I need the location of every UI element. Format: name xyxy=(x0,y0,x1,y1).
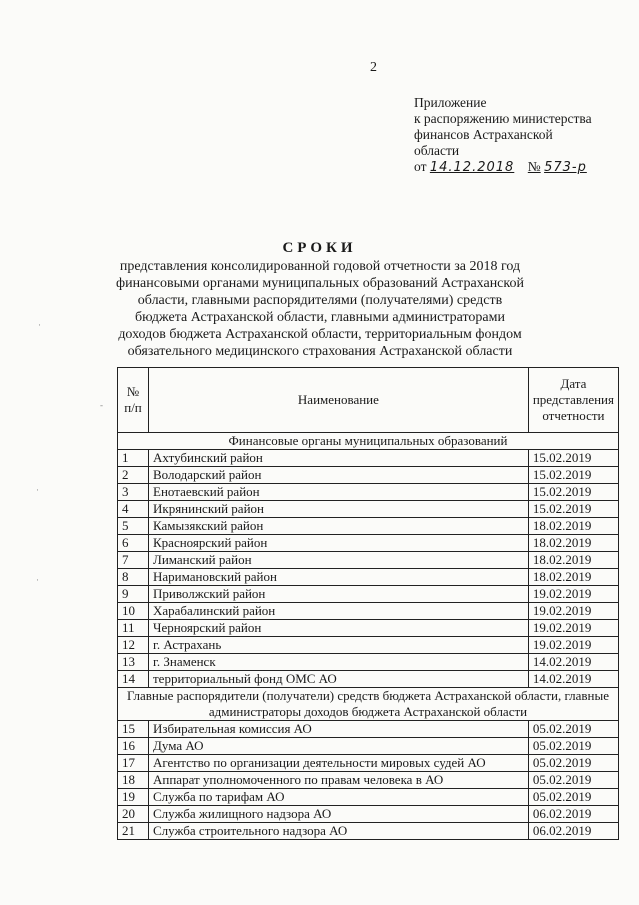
row-number: 14 xyxy=(118,671,149,688)
table-row xyxy=(118,586,619,603)
row-date: 05.02.2019 xyxy=(528,738,618,755)
appendix-line-3: финансов Астраханской xyxy=(414,127,553,142)
row-date: 18.02.2019 xyxy=(528,569,618,586)
table-row xyxy=(118,535,619,552)
row-date: 05.02.2019 xyxy=(528,772,618,789)
table-row xyxy=(118,654,619,671)
deadlines-table xyxy=(117,367,619,840)
row-name: Служба жилищного надзора АО xyxy=(149,806,529,823)
row-number: 19 xyxy=(118,789,149,806)
row-name: г. Астрахань xyxy=(149,637,529,654)
appendix-line-1: Приложение xyxy=(414,95,487,110)
row-date: 06.02.2019 xyxy=(528,823,618,840)
row-date: 18.02.2019 xyxy=(528,535,618,552)
section-title: Финансовые органы муниципальных образований xyxy=(118,433,619,450)
table-row xyxy=(118,484,619,501)
row-date: 18.02.2019 xyxy=(528,518,618,535)
handwritten-date: 14.12.2018 xyxy=(429,160,515,175)
margin-dot: · xyxy=(38,320,41,330)
row-date: 15.02.2019 xyxy=(528,501,618,518)
appendix-line-4: области xyxy=(414,143,460,158)
document-title: СРОКИ xyxy=(282,240,357,256)
row-name: Харабалинский район xyxy=(149,603,529,620)
row-date: 15.02.2019 xyxy=(528,450,618,467)
appendix-date-line xyxy=(414,159,592,176)
row-number: 8 xyxy=(118,569,149,586)
row-number: 5 xyxy=(118,518,149,535)
row-date: 15.02.2019 xyxy=(528,484,618,501)
margin-dot: · xyxy=(36,575,39,585)
table-header-row xyxy=(118,368,619,433)
document-subtitle: представления консолидированной годовой отчетности за 2018 год финансовыми органами муниципальных образований Астраханской области, главными распорядителями (получателями) средств бюджета Астраханской области, главными администраторами доходов бюджета Астраханской области, территориальным фондом обязательного медицинского страхования Астраханской области xyxy=(116,259,524,359)
row-number: 1 xyxy=(118,450,149,467)
row-name: Служба строительного надзора АО xyxy=(149,823,529,840)
section-row-municipal xyxy=(118,433,619,450)
row-name: г. Знаменск xyxy=(149,654,529,671)
row-date: 19.02.2019 xyxy=(528,586,618,603)
row-name: Ахтубинский район xyxy=(149,450,529,467)
row-number: 11 xyxy=(118,620,149,637)
row-name: Черноярский район xyxy=(149,620,529,637)
row-name: Приволжский район xyxy=(149,586,529,603)
row-number: 21 xyxy=(118,823,149,840)
row-name: Лиманский район xyxy=(149,552,529,569)
row-number: 12 xyxy=(118,637,149,654)
table-row xyxy=(118,518,619,535)
row-name: Наримановский район xyxy=(149,569,529,586)
header-name: Наименование xyxy=(149,368,529,433)
row-number: 7 xyxy=(118,552,149,569)
row-number: 18 xyxy=(118,772,149,789)
row-name: Агентство по организации деятельности мировых судей АО xyxy=(149,755,529,772)
number-prefix: № xyxy=(527,159,541,174)
section-title: Главные распорядители (получатели) средств бюджета Астраханской области, главные администраторы доходов бюджета Астраханской области xyxy=(118,688,619,721)
row-date: 18.02.2019 xyxy=(528,552,618,569)
table-row xyxy=(118,671,619,688)
row-number: 15 xyxy=(118,721,149,738)
table-row xyxy=(118,552,619,569)
row-date: 19.02.2019 xyxy=(528,620,618,637)
page-number: 2 xyxy=(370,60,377,75)
table-row xyxy=(118,603,619,620)
margin-dot: · xyxy=(36,485,39,495)
row-date: 06.02.2019 xyxy=(528,806,618,823)
row-date: 05.02.2019 xyxy=(528,755,618,772)
row-number: 13 xyxy=(118,654,149,671)
row-name: Енотаевский район xyxy=(149,484,529,501)
row-name: Служба по тарифам АО xyxy=(149,789,529,806)
table-row xyxy=(118,721,619,738)
row-number: 17 xyxy=(118,755,149,772)
row-date: 14.02.2019 xyxy=(528,671,618,688)
row-number: 16 xyxy=(118,738,149,755)
row-date: 05.02.2019 xyxy=(528,721,618,738)
table-row xyxy=(118,501,619,518)
row-number: 3 xyxy=(118,484,149,501)
row-date: 19.02.2019 xyxy=(528,603,618,620)
table-row xyxy=(118,806,619,823)
row-date: 15.02.2019 xyxy=(528,467,618,484)
handwritten-number: 573-р xyxy=(544,160,587,175)
table-row xyxy=(118,620,619,637)
table-row xyxy=(118,738,619,755)
table-row xyxy=(118,467,619,484)
margin-dot: - xyxy=(100,400,103,410)
appendix-block xyxy=(414,95,592,176)
row-number: 2 xyxy=(118,467,149,484)
row-number: 10 xyxy=(118,603,149,620)
row-number: 20 xyxy=(118,806,149,823)
row-name: Володарский район xyxy=(149,467,529,484)
row-number: 6 xyxy=(118,535,149,552)
row-name: Камызякский район xyxy=(149,518,529,535)
header-number: № п/п xyxy=(118,368,149,433)
table-row xyxy=(118,823,619,840)
row-date: 05.02.2019 xyxy=(528,789,618,806)
table-row xyxy=(118,450,619,467)
table-row xyxy=(118,637,619,654)
date-prefix: от xyxy=(414,159,427,174)
table-row xyxy=(118,789,619,806)
row-name: Красноярский район xyxy=(149,535,529,552)
row-name: Икрянинский район xyxy=(149,501,529,518)
table-row xyxy=(118,755,619,772)
row-name: Аппарат уполномоченного по правам человека в АО xyxy=(149,772,529,789)
appendix-line-2: к распоряжению министерства xyxy=(414,111,592,126)
row-number: 9 xyxy=(118,586,149,603)
table-row xyxy=(118,569,619,586)
header-date: Дата представления отчетности xyxy=(528,368,618,433)
row-name: территориальный фонд ОМС АО xyxy=(149,671,529,688)
row-name: Дума АО xyxy=(149,738,529,755)
row-date: 19.02.2019 xyxy=(528,637,618,654)
row-name: Избирательная комиссия АО xyxy=(149,721,529,738)
section-row-budget xyxy=(118,688,619,721)
table-row xyxy=(118,772,619,789)
row-number: 4 xyxy=(118,501,149,518)
row-date: 14.02.2019 xyxy=(528,654,618,671)
